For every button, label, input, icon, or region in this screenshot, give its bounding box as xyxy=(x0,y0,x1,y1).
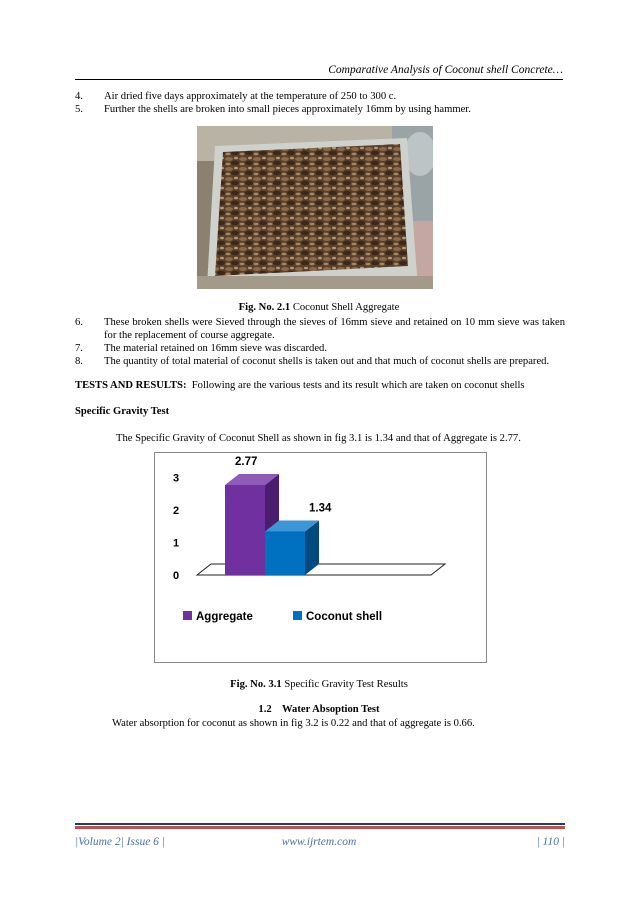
figure-caption xyxy=(0,679,638,690)
list-item xyxy=(75,342,565,355)
data-label: 1.34 xyxy=(309,502,332,515)
tests-text: Following are the various tests and its result which are taken on coconut shells xyxy=(191,380,525,391)
footer-volume: |Volume 2| Issue 6 | xyxy=(75,836,165,848)
paragraph: The Specific Gravity of Coconut Shell as shown in fig 3.1 is 1.34 and that of Aggregate is 2.77. xyxy=(116,433,521,444)
legend-swatch xyxy=(293,611,302,620)
y-tick-label: 3 xyxy=(173,472,180,485)
tests-paragraph xyxy=(75,379,565,392)
footer-rule xyxy=(75,826,565,829)
figure-label: Fig. No. 2.1 xyxy=(238,302,291,313)
coconut-shell-photo xyxy=(197,126,433,289)
legend-swatch xyxy=(183,611,192,620)
legend-label: Aggregate xyxy=(196,611,253,623)
specific-gravity-chart xyxy=(154,452,487,663)
item-number: 5. xyxy=(75,104,83,115)
bar-coconut-shell xyxy=(265,531,305,575)
item-text: Air dried five days approximately at the temperature of 250 to 300 c. xyxy=(104,91,397,102)
running-header: Comparative Analysis of Coconut shell Concrete… xyxy=(328,64,563,76)
data-label: 2.77 xyxy=(235,455,258,468)
list-item xyxy=(75,103,565,116)
section-heading: 1.2 Water Absoption Test xyxy=(258,704,380,715)
header-rule xyxy=(75,79,563,80)
item-number: 8. xyxy=(75,356,83,367)
item-text: The quantity of total material of coconut shells is taken out and that much of coconut shells are prepared. xyxy=(104,356,550,367)
y-tick-label: 1 xyxy=(173,537,180,550)
item-text: These broken shells were Sieved through the sieves of 16mm sieve and retained on 10 mm sieve was taken for the replacement of course aggregate. xyxy=(104,317,565,341)
item-number: 4. xyxy=(75,91,83,102)
list-item xyxy=(75,316,565,342)
list-item xyxy=(75,90,565,103)
footer-page-number: | 110 | xyxy=(536,836,565,848)
coconut-shell-tray-image xyxy=(197,126,433,289)
figure-label: Fig. No. 3.1 xyxy=(230,679,282,690)
footer-website[interactable]: www.ijrtem.com xyxy=(281,836,357,848)
footer-rule xyxy=(75,823,565,825)
figure-caption-text: Specific Gravity Test Results xyxy=(284,679,408,690)
bar-aggregate xyxy=(225,485,265,575)
item-text: The material retained on 16mm sieve was discarded. xyxy=(104,343,327,354)
tests-heading: TESTS AND RESULTS: xyxy=(75,380,187,391)
item-text: Further the shells are broken into small pieces approximately 16mm by using hammer. xyxy=(104,104,471,115)
list-item xyxy=(75,355,565,368)
section-heading: Specific Gravity Test xyxy=(75,406,170,417)
figure-caption xyxy=(0,302,638,313)
figure-caption-text: Coconut Shell Aggregate xyxy=(292,302,400,313)
item-number: 7. xyxy=(75,343,83,354)
y-tick-label: 2 xyxy=(173,505,180,517)
y-tick-label: 0 xyxy=(173,570,180,582)
chart-svg xyxy=(155,453,486,662)
paragraph: Water absorption for coconut as shown in fig 3.2 is 0.22 and that of aggregate is 0.66. xyxy=(112,718,475,729)
item-number: 6. xyxy=(75,317,83,328)
legend-label: Coconut shell xyxy=(306,611,383,623)
